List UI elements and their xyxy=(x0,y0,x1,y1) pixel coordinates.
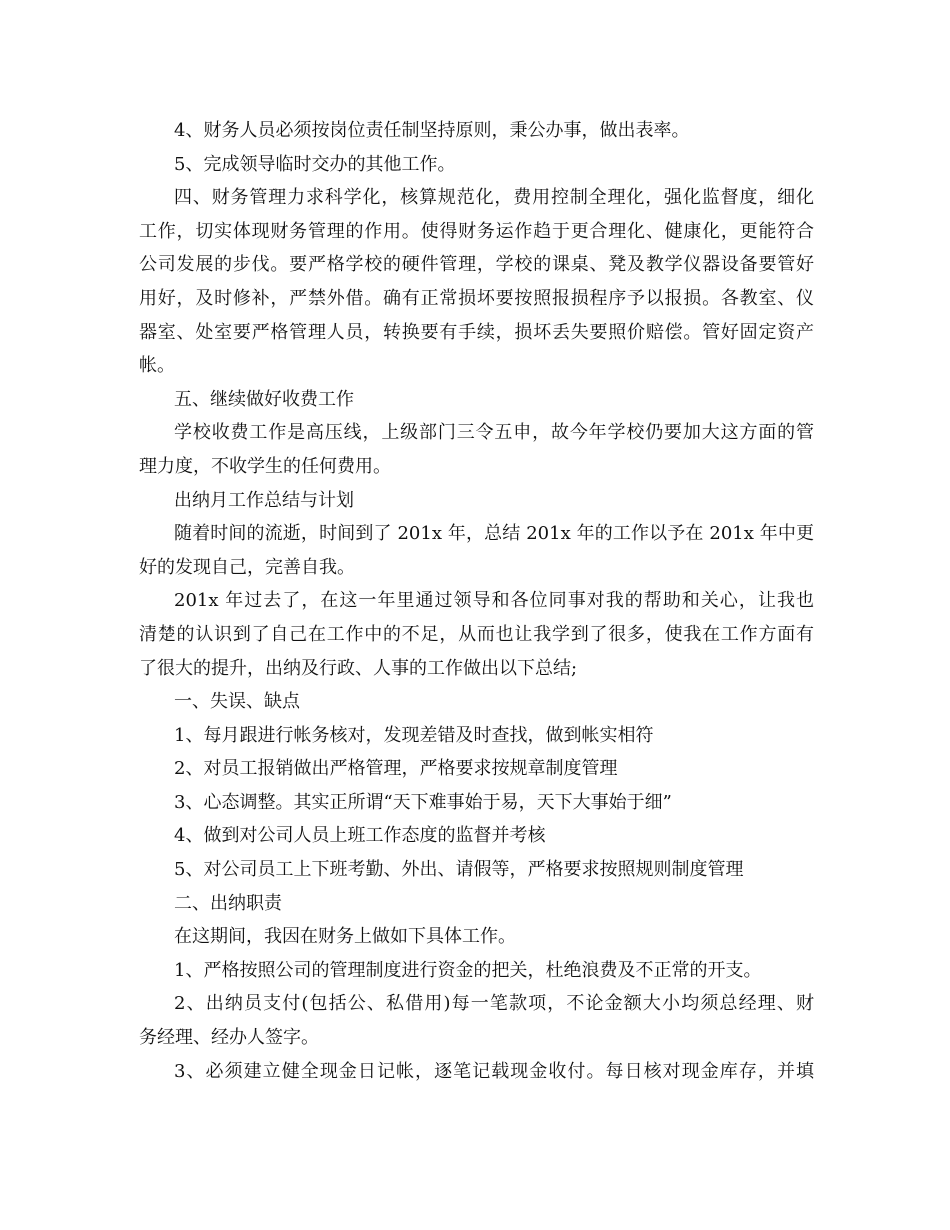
text-line: 5、完成领导临时交办的其他工作。 xyxy=(174,153,456,175)
section-heading: 五、继续做好收费工作 xyxy=(174,388,354,410)
text-line: 公司发展的步伐。要严格学校的硬件管理，学校的课桌、凳及教学仪器设备要管好 xyxy=(139,254,814,276)
list-item: 1、严格按照公司的管理制度进行资金的把关，杜绝浪费及不正常的开支。 xyxy=(174,959,762,981)
section-heading: 出纳月工作总结与计划 xyxy=(174,489,354,511)
text-line: 务经理、经办人签字。 xyxy=(139,1027,319,1049)
list-item: 3、必须建立健全现金日记帐，逐笔记载现金收付。每日核对现金库存，并填 xyxy=(174,1060,814,1082)
document-body xyxy=(139,114,814,1088)
list-item: 5、对公司员工上下班考勤、外出、请假等，严格要求按照规则制度管理 xyxy=(174,859,744,881)
list-item: 4、做到对公司人员上班工作态度的监督并考核 xyxy=(174,825,546,847)
text-line: 器室、处室要严格管理人员，转换要有手续，损坏丢失要照价赔偿。管好固定资产 xyxy=(139,321,814,343)
section-heading: 一、失误、缺点 xyxy=(174,691,300,713)
text-line: 4、财务人员必须按岗位责任制坚持原则，秉公办事，做出表率。 xyxy=(174,120,690,141)
text-line: 学校收费工作是高压线，上级部门三令五申，故今年学校仍要加大这方面的管 xyxy=(174,422,814,444)
text-line: 了很大的提升，出纳及行政、人事的工作做出以下总结; xyxy=(139,657,578,679)
text-line: 随着时间的流逝，时间到了 201x 年，总结 201x 年的工作以予在 201x 年中更 xyxy=(174,523,814,545)
list-item: 3、心态调整。其实正所谓“天下难事始于易，天下大事始于细” xyxy=(174,791,672,813)
text-line: 工作，切实体现财务管理的作用。使得财务运作趋于更合理化、健康化，更能符合 xyxy=(139,220,814,242)
text-line: 在这期间，我因在财务上做如下具体工作。 xyxy=(174,926,516,948)
list-item: 1、每月跟进行帐务核对，发现差错及时查找，做到帐实相符 xyxy=(174,724,654,746)
text-line: 用好，及时修补，严禁外借。确有正常损坏要按照报损程序予以报损。各教室、仪 xyxy=(139,287,814,309)
text-line: 四、财务管理力求科学化，核算规范化，费用控制全理化，强化监督度，细化 xyxy=(174,187,814,209)
text-line: 帐。 xyxy=(139,355,175,377)
text-line: 理力度，不收学生的任何费用。 xyxy=(139,455,391,477)
list-item: 2、出纳员支付(包括公、私借用)每一笔款项，不论金额大小均须总经理、财 xyxy=(174,993,814,1015)
section-heading: 二、出纳职责 xyxy=(174,892,282,914)
text-line: 清楚的认识到了自己在工作中的不足，从而也让我学到了很多，使我在工作方面有 xyxy=(139,623,814,645)
list-item: 2、对员工报销做出严格管理，严格要求按规章制度管理 xyxy=(174,758,618,780)
text-line: 好的发现自己，完善自我。 xyxy=(139,556,355,578)
text-line: 201x 年过去了，在这一年里通过领导和各位同事对我的帮助和关心，让我也 xyxy=(174,590,814,612)
